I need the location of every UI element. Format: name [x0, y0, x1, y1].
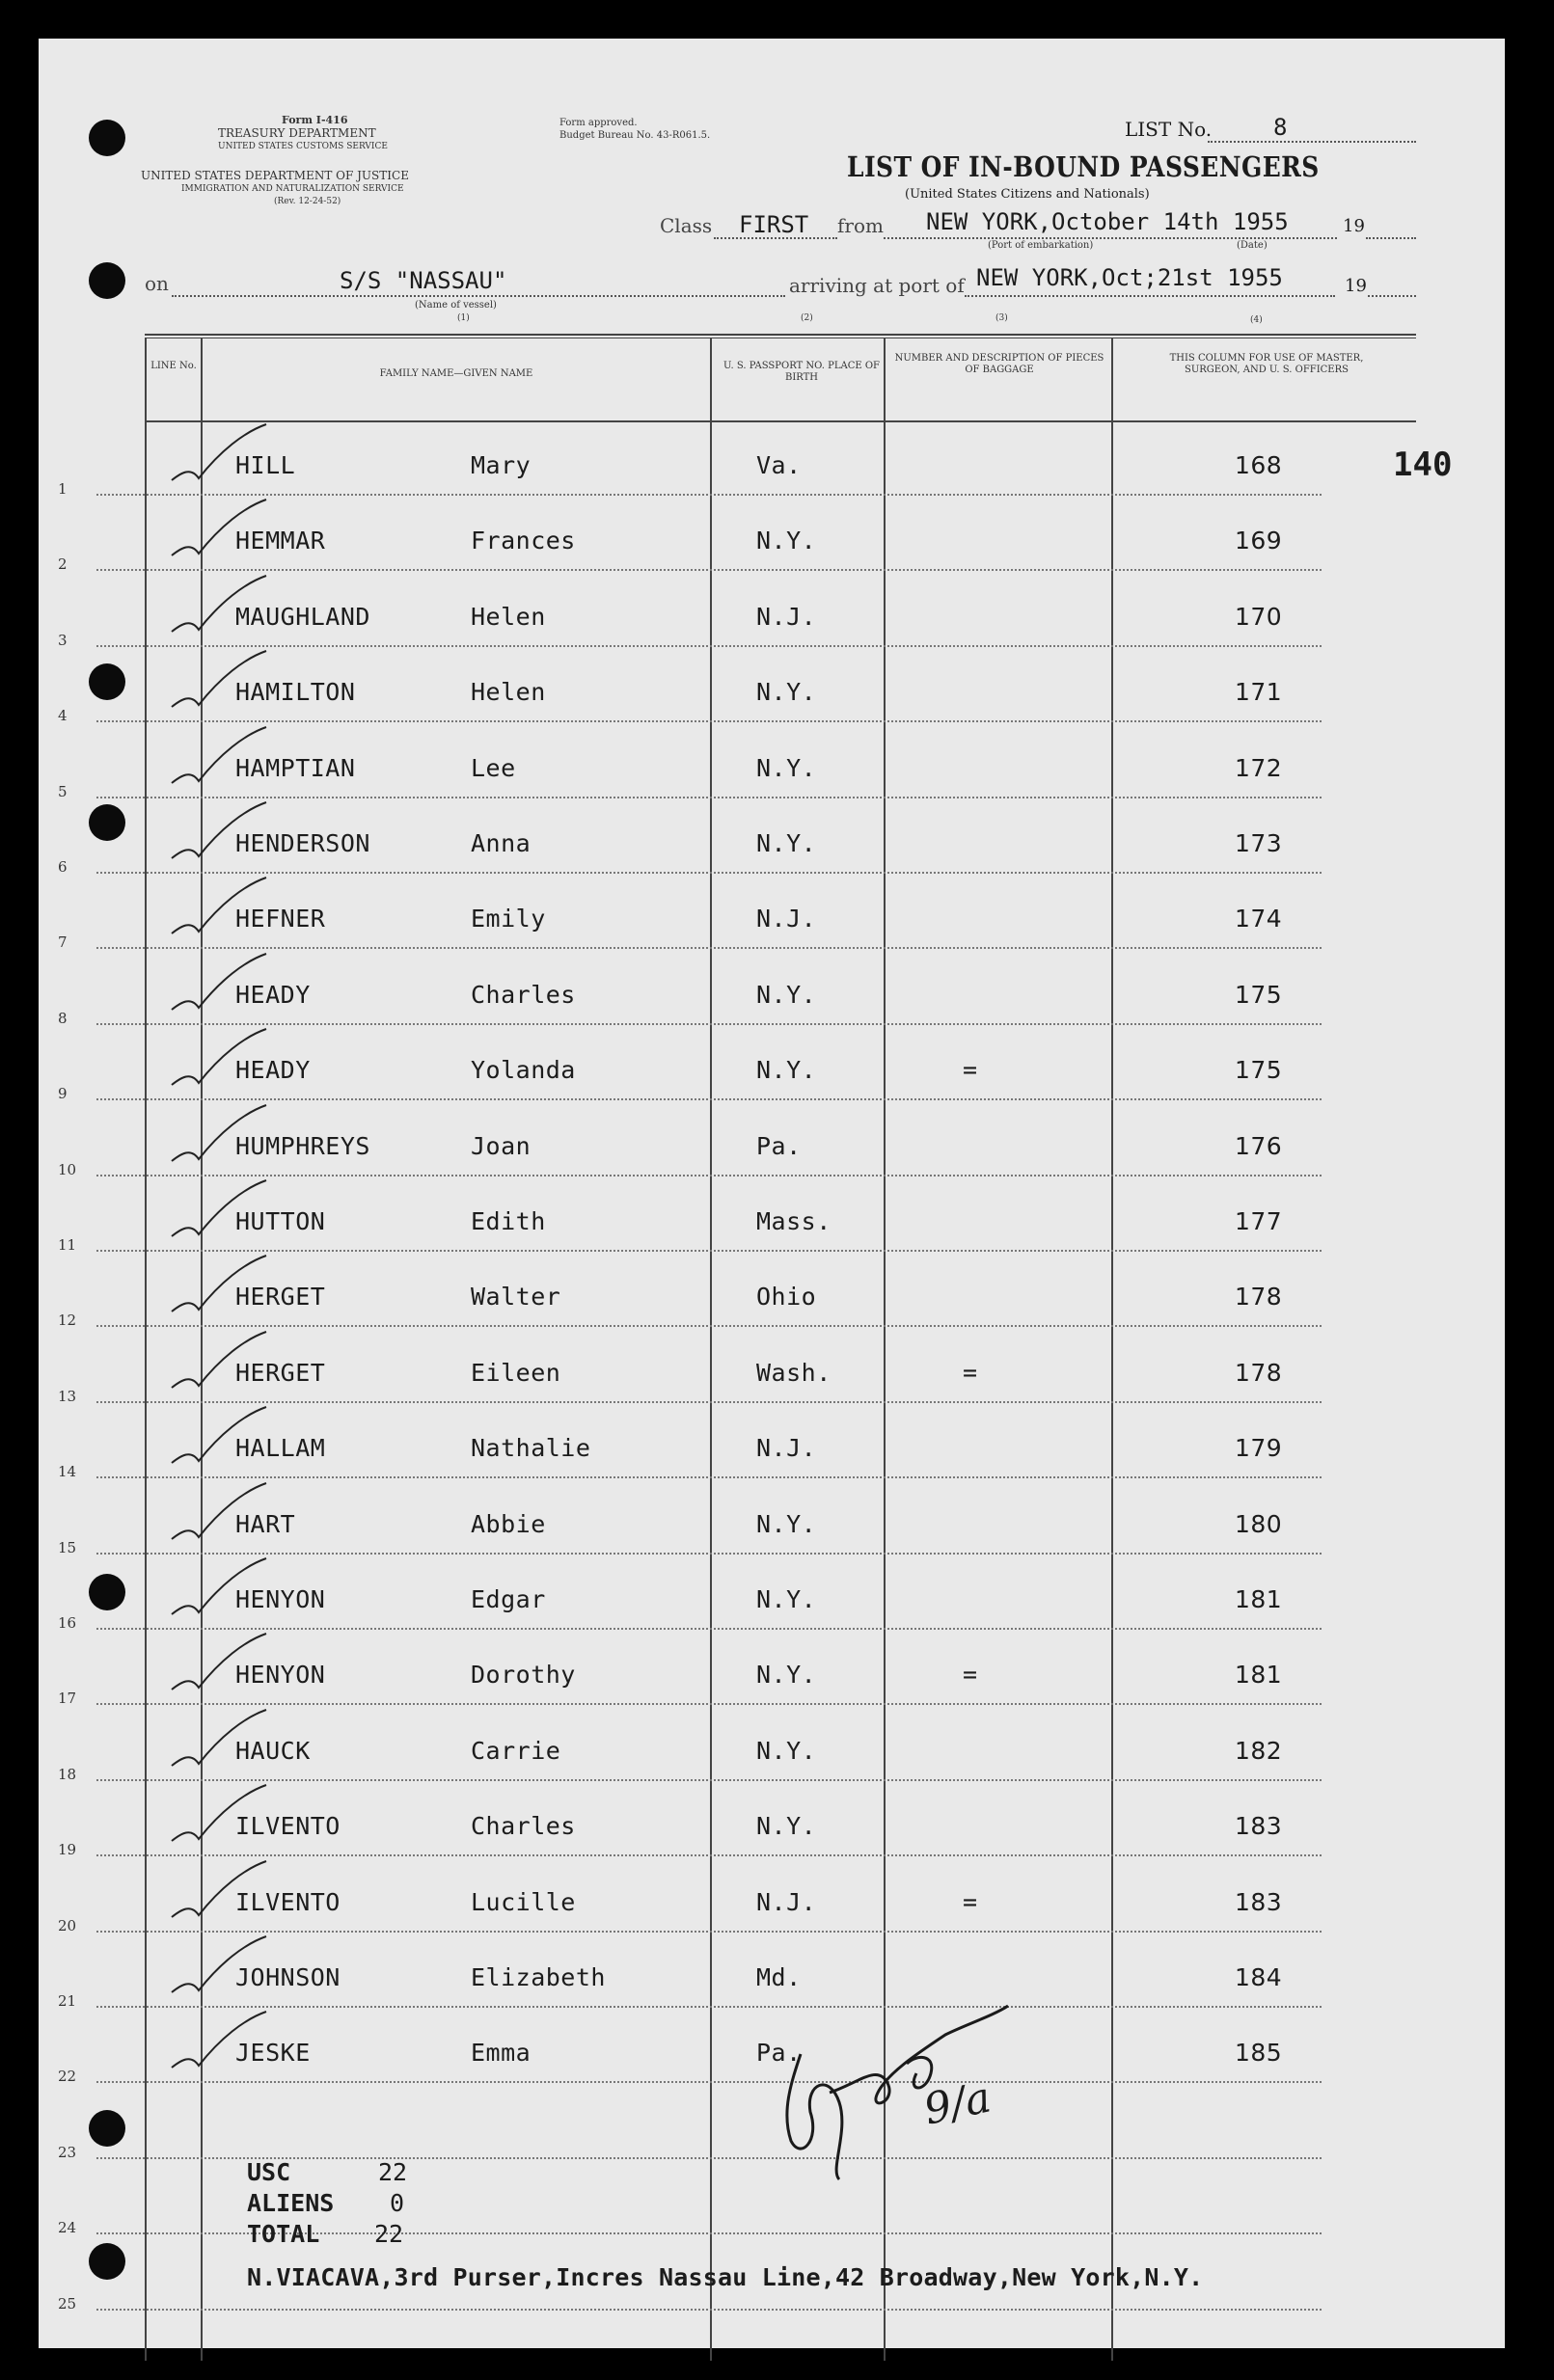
check-mark [152, 1178, 268, 1256]
given-name: Anna [471, 829, 532, 857]
given-name: Nathalie [471, 1434, 591, 1463]
row-divider [96, 645, 1322, 647]
line-number: 15 [58, 1538, 77, 1556]
officer-number: 173 [1235, 829, 1283, 857]
signature-note: 9/a [919, 2072, 995, 2135]
place-of-birth: Wash. [756, 1358, 832, 1387]
aliens-label: ALIENS [247, 2189, 335, 2217]
family-name: HAMPTIAN [235, 753, 356, 782]
family-name: JESKE [235, 2039, 311, 2068]
year-suffix-2: 19 [1345, 276, 1367, 296]
given-name: Emily [471, 905, 546, 933]
line-number: 23 [58, 2143, 77, 2161]
line-number: 19 [58, 1841, 77, 1859]
place-of-birth: N.Y. [756, 980, 817, 1009]
family-name: MAUGHLAND [235, 602, 370, 631]
officer-number: 184 [1235, 1963, 1283, 1991]
row-divider [96, 2309, 1322, 2311]
check-mark [152, 1708, 268, 1785]
usc-value: 22 [378, 2158, 408, 2186]
form-number: Form I-416 [282, 114, 348, 126]
baggage: = [963, 1887, 978, 1916]
row-divider [96, 1931, 1322, 1933]
officer-number: 170 [1235, 602, 1283, 631]
caption-3: (3) [995, 313, 1008, 323]
officer-number: 180 [1235, 1509, 1283, 1538]
officer-number: 176 [1235, 1131, 1283, 1160]
officer-number: 181 [1235, 1585, 1283, 1613]
family-name: HART [235, 1509, 296, 1538]
family-name: HENDERSON [235, 829, 370, 857]
given-name: Edith [471, 1207, 546, 1235]
given-name: Frances [471, 527, 576, 555]
officer-number: 181 [1235, 1661, 1283, 1690]
check-mark [152, 800, 268, 878]
check-mark [152, 1330, 268, 1407]
check-mark [152, 1783, 268, 1860]
row-divider [96, 1628, 1322, 1630]
place-of-birth: N.Y. [756, 1509, 817, 1538]
line-number: 7 [58, 933, 68, 952]
binder-hole [89, 120, 125, 156]
baggage: = [963, 1358, 978, 1387]
row-divider [96, 720, 1322, 722]
given-name: Helen [471, 602, 546, 631]
place-of-birth: N.Y. [756, 753, 817, 782]
row-divider [96, 1098, 1322, 1100]
officer-number: 183 [1235, 1887, 1283, 1916]
place-of-birth: N.J. [756, 905, 817, 933]
row-divider [96, 494, 1322, 496]
check-mark [152, 574, 268, 651]
class-value: FIRST [739, 211, 809, 238]
given-name: Helen [471, 678, 546, 707]
place-of-birth: N.J. [756, 1434, 817, 1463]
binder-hole [89, 262, 125, 299]
check-mark [152, 422, 268, 500]
check-mark [152, 498, 268, 575]
check-mark [152, 1405, 268, 1482]
check-mark [152, 1103, 268, 1180]
line-number: 2 [58, 555, 68, 574]
place-of-birth: N.Y. [756, 1812, 817, 1841]
family-name: HEMMAR [235, 527, 326, 555]
binder-hole [89, 2110, 125, 2147]
given-name: Charles [471, 1812, 576, 1841]
given-name: Yolanda [471, 1056, 576, 1085]
place-of-birth: Pa. [756, 2039, 802, 2068]
family-name: HEADY [235, 980, 311, 1009]
row-divider [96, 1401, 1322, 1403]
family-name: HERGET [235, 1358, 326, 1387]
given-name: Mary [471, 451, 532, 479]
check-mark [152, 2010, 268, 2087]
row-divider [96, 2006, 1322, 2008]
total-value: 22 [374, 2220, 404, 2248]
list-no-line [1208, 141, 1416, 143]
embarkation-value: NEW YORK,October 14th 1955 [926, 208, 1289, 235]
baggage: = [963, 1056, 978, 1085]
officer-number: 182 [1235, 1736, 1283, 1765]
year-line-2 [1368, 295, 1416, 297]
arriving-label: arriving at port of [789, 274, 965, 297]
line-number: 17 [58, 1690, 77, 1708]
place-of-birth: N.J. [756, 1887, 817, 1916]
arrival-line [965, 295, 1335, 297]
row-divider [96, 569, 1322, 571]
col-header-officers: THIS COLUMN FOR USE OF MASTER, SURGEON, AND U. S. OFFICERS [1169, 353, 1364, 375]
line-number: 18 [58, 1765, 77, 1783]
line-number: 12 [58, 1312, 77, 1330]
given-name: Edgar [471, 1585, 546, 1613]
row-divider [96, 1023, 1322, 1025]
place-of-birth: N.Y. [756, 1056, 817, 1085]
place-of-birth: N.Y. [756, 527, 817, 555]
row-divider [96, 1325, 1322, 1327]
line-number: 24 [58, 2219, 77, 2237]
list-number: 8 [1273, 114, 1288, 141]
given-name: Lee [471, 753, 516, 782]
family-name: ILVENTO [235, 1887, 341, 1916]
caption-2: (2) [801, 313, 813, 323]
place-of-birth: N.Y. [756, 829, 817, 857]
officer-number: 168 [1235, 451, 1283, 479]
given-name: Walter [471, 1283, 561, 1312]
budget-bureau: Budget Bureau No. 43-R061.5. [559, 130, 711, 141]
family-name: HAUCK [235, 1736, 311, 1765]
col-header-line: LINE No. [150, 361, 197, 371]
line-number: 4 [58, 707, 68, 725]
row-divider [96, 1553, 1322, 1555]
officer-number: 171 [1235, 678, 1283, 707]
place-of-birth: N.Y. [756, 1585, 817, 1613]
line-number: 13 [58, 1387, 77, 1405]
line-number: 21 [58, 1992, 77, 2010]
binder-hole [89, 804, 125, 841]
given-name: Emma [471, 2039, 532, 2068]
check-mark [152, 1254, 268, 1331]
line-number: 8 [58, 1009, 68, 1027]
family-name: HALLAM [235, 1434, 326, 1463]
check-mark [152, 1556, 268, 1634]
given-name: Lucille [471, 1887, 576, 1916]
given-name: Elizabeth [471, 1963, 606, 1991]
col-header-passport: U. S. PASSPORT NO. PLACE OF BIRTH [723, 361, 880, 383]
family-name: HENYON [235, 1585, 326, 1613]
binder-hole [89, 2243, 125, 2280]
list-label: LIST No. [1125, 118, 1213, 141]
family-name: HEADY [235, 1056, 311, 1085]
revision: (Rev. 12-24-52) [274, 197, 341, 206]
officer-number: 178 [1235, 1283, 1283, 1312]
purser-line: N.VIACAVA,3rd Purser,Incres Nassau Line,42 Broadway,New York,N.Y. [247, 2263, 1204, 2291]
vessel-caption: (Name of vessel) [415, 300, 497, 311]
class-label: Class [660, 214, 713, 237]
officer-number: 179 [1235, 1434, 1283, 1463]
family-name: HERGET [235, 1283, 326, 1312]
vessel-line [172, 295, 785, 297]
date-caption: (Date) [1237, 240, 1268, 251]
year-suffix: 19 [1343, 216, 1365, 236]
officer-number: 175 [1235, 980, 1283, 1009]
row-divider [96, 1175, 1322, 1176]
family-name: HUTTON [235, 1207, 326, 1235]
given-name: Charles [471, 980, 576, 1009]
from-line [884, 237, 1337, 239]
place-of-birth: Va. [756, 451, 802, 479]
place-of-birth: N.Y. [756, 678, 817, 707]
place-of-birth: Pa. [756, 1131, 802, 1160]
check-mark [152, 1027, 268, 1104]
caption-4: (4) [1250, 315, 1263, 325]
officer-number: 169 [1235, 527, 1283, 555]
officer-number: 177 [1235, 1207, 1283, 1235]
given-name: Abbie [471, 1509, 546, 1538]
officer-number: 172 [1235, 753, 1283, 782]
row-divider [96, 1476, 1322, 1478]
col-header-name: FAMILY NAME—GIVEN NAME [379, 368, 533, 379]
place-of-birth: N.Y. [756, 1736, 817, 1765]
check-mark [152, 952, 268, 1029]
justice-dept: UNITED STATES DEPARTMENT OF JUSTICE [141, 169, 409, 182]
form-approved: Form approved. [559, 118, 638, 128]
line-number: 3 [58, 631, 68, 649]
row-divider [96, 1779, 1322, 1781]
header-rule [145, 420, 1416, 422]
officer-number: 185 [1235, 2039, 1283, 2068]
aliens-value: 0 [390, 2189, 405, 2217]
given-name: Dorothy [471, 1661, 576, 1690]
check-mark [152, 876, 268, 953]
col-divider-officer [1111, 338, 1113, 2361]
row-divider [96, 1250, 1322, 1252]
line-number: 20 [58, 1916, 77, 1934]
arrival-value: NEW YORK,Oct;21st 1955 [976, 264, 1283, 291]
family-name: HUMPHREYS [235, 1131, 370, 1160]
place-of-birth: Md. [756, 1963, 802, 1991]
row-divider [96, 1703, 1322, 1705]
family-name: HAMILTON [235, 678, 356, 707]
check-mark [152, 725, 268, 802]
binder-hole [89, 1574, 125, 1610]
place-of-birth: Mass. [756, 1207, 832, 1235]
col-divider-birth [710, 338, 712, 2361]
given-name: Carrie [471, 1736, 561, 1765]
total-label: TOTAL [247, 2220, 320, 2248]
on-label: on [145, 272, 169, 295]
from-label: from [837, 214, 884, 237]
immigration-service: IMMIGRATION AND NATURALIZATION SERVICE [181, 184, 404, 194]
line-number: 10 [58, 1160, 77, 1178]
family-name: JOHNSON [235, 1963, 341, 1991]
check-mark [152, 1934, 268, 2012]
page-subtitle: (United States Citizens and Nationals) [905, 187, 1150, 202]
table-left-border [145, 338, 147, 2361]
line-number: 11 [58, 1236, 77, 1254]
family-name: ILVENTO [235, 1812, 341, 1841]
margin-number: 140 [1393, 446, 1453, 484]
check-mark [152, 649, 268, 726]
customs-service: UNITED STATES CUSTOMS SERVICE [218, 142, 388, 151]
page-title: LIST OF IN-BOUND PASSENGERS [847, 150, 1320, 183]
year-line [1366, 237, 1416, 239]
binder-hole [89, 663, 125, 700]
table-top-rule [145, 334, 1416, 336]
place-of-birth: Ohio [756, 1283, 817, 1312]
officer-number: 178 [1235, 1358, 1283, 1387]
line-number: 25 [58, 2294, 77, 2312]
line-number: 1 [58, 480, 68, 498]
usc-label: USC [247, 2158, 291, 2186]
row-divider [96, 797, 1322, 798]
row-divider [96, 2081, 1322, 2083]
given-name: Eileen [471, 1358, 561, 1387]
row-divider [96, 947, 1322, 949]
place-of-birth: N.Y. [756, 1661, 817, 1690]
vessel-name: S/S "NASSAU" [340, 267, 507, 294]
check-mark [152, 1632, 268, 1709]
family-name: HEFNER [235, 905, 326, 933]
check-mark [152, 1859, 268, 1936]
line-number: 6 [58, 858, 68, 876]
line-number: 5 [58, 782, 68, 800]
baggage: = [963, 1661, 978, 1690]
place-of-birth: N.J. [756, 602, 817, 631]
officer-number: 175 [1235, 1056, 1283, 1085]
line-number: 16 [58, 1614, 77, 1632]
check-mark [152, 1481, 268, 1558]
row-divider [96, 872, 1322, 874]
officer-number: 183 [1235, 1812, 1283, 1841]
caption-1: (1) [457, 313, 470, 323]
line-number: 14 [58, 1463, 77, 1481]
family-name: HILL [235, 451, 296, 479]
given-name: Joan [471, 1131, 532, 1160]
treasury-dept: TREASURY DEPARTMENT [218, 126, 376, 140]
line-number: 22 [58, 2068, 77, 2086]
officer-number: 174 [1235, 905, 1283, 933]
col-header-baggage: NUMBER AND DESCRIPTION OF PIECES OF BAGGAGE [894, 353, 1104, 375]
row-divider [96, 1854, 1322, 1856]
line-number: 9 [58, 1085, 68, 1103]
port-embark-caption: (Port of embarkation) [988, 240, 1094, 251]
family-name: HENYON [235, 1661, 326, 1690]
